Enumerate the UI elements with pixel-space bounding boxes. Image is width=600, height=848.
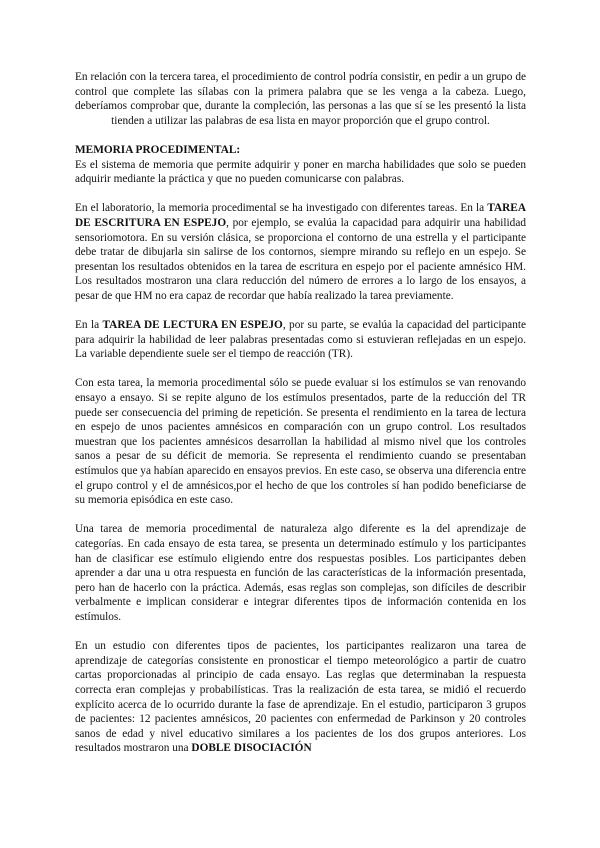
text-run: En un estudio con diferentes tipos de pacientes, los participantes realizaron una tarea de aprendizaje de categorías consistente en pronosticar el tiempo meteorológico a partir de cuatro cartas proporcionadas al principio de cada ensayo. Las reglas que determinaban la respuesta correcta eran complejas y probabilísticas. Tras la realización de esta tarea, se midió el recuerdo explícito acerca de lo ocurrido durante la fase de aprendizaje. En el estudio, participaron 3 grupos de pacientes: 12 pacientes amnésicos, 20 pacientes con enfermedad de Parkinson y 20 controles sanos de edad y nivel educativo similares a los pacientes de los dos grupos anteriores. Los resultados mostraron una bbox=[75, 640, 526, 755]
text-run: En el laboratorio, la memoria procedimental se ha investigado con diferentes tareas. En la bbox=[75, 202, 488, 215]
document-page bbox=[75, 70, 526, 771]
paragraph-definition: Es el sistema de memoria que permite adquirir y poner en marcha habilidades que solo se pueden adquirir mediante la práctica y que no pueden comunicarse con palabras. bbox=[75, 158, 526, 186]
paragraph-reading-results: Con esta tarea, la memoria procedimental sólo se puede evaluar si los estímulos se van renovando ensayo a ensayo. Si se repite alguno de los estímulos presentados, parte de la reducción del TR puede ser consecuencia del priming de repetición. Se presenta el rendimiento en la tarea de lectura en espejo de unos pacientes amnésicos en comparación con un grupo control. Los resultados muestran que los pacientes amnésicos desarrollan la habilidad al mismo nivel que los controles sanos a pesar de su déficit de memoria. Se representa el rendimiento cuando se presentaban estímulos que ya habían aparecido en ensayos previos. En este caso, se observa una diferencia entre el grupo control y el de amnésicos,por el hecho de que los controles sí han podido beneficiarse de su memoria episódica en este caso. bbox=[75, 377, 526, 507]
bold-term-double-dissociation: DOBLE DISOCIACIÓN bbox=[191, 742, 312, 755]
paragraph-patient-study bbox=[75, 639, 526, 756]
text-run: En la bbox=[75, 319, 103, 332]
paragraph-mirror-reading bbox=[75, 318, 526, 362]
paragraph-mirror-writing bbox=[75, 201, 526, 303]
text-run: , por ejemplo, se evalúa la capacidad para adquirir una habilidad sensoriomotora. En su versión clásica, se proporciona el contorno de una estrella y el participante debe tratar de dibujarla sin salirse de los contornos, siempre mirando su reflejo en un espejo. Se presentan los resultados obtenidos en la tarea de escritura en espejo por el paciente amnésico HM. Los resultados mostraron una clara reducción del número de errores a lo largo de los ensayos, a pesar de que HM no era capaz de recordar que había realizado la tarea previamente. bbox=[75, 216, 526, 302]
bold-term-mirror-reading: TAREA DE LECTURA EN ESPEJO bbox=[102, 319, 283, 332]
text-run: , por su parte, se evalúa la capacidad del participante para adquirir la habilidad de leer palabras presentadas como si estuvieran reflejadas en un espejo. La variable dependiente suele ser el tiempo de reacción (TR). bbox=[75, 319, 526, 361]
bold-term-mirror-writing: TAREA DE ESCRITURA EN ESPEJO bbox=[75, 202, 526, 229]
section-heading-memoria-procedimental: MEMORIA PROCEDIMENTAL: bbox=[75, 143, 241, 156]
paragraph-category-learning: Una tarea de memoria procedimental de naturaleza algo diferente es la del aprendizaje de categorías. En cada ensayo de esta tarea, se presenta un determinado estímulo y los participantes han de clasificar ese estímulo eligiendo entre dos respuestas posibles. Los participantes deben aprender a dar una u otra respuesta en función de las características de la información presentada, pero han de hacerlo con la práctica. Además, esas reglas son complejas, son difíciles de describir verbalmente e implican considerar e integrar diferentes tipos de información contenida en los estímulos. bbox=[75, 523, 526, 623]
paragraph-control-procedure: En relación con la tercera tarea, el procedimiento de control podría consistir, en pedir a un grupo de control que complete las sílabas con la primera palabra que se les venga a la cabeza. Luego, deberíamos comprobar que, durante la compleción, las personas a las que sí se les presentó la lista tienden a utilizar las palabras de esa lista en mayor proporción que el grupo control. bbox=[75, 71, 526, 127]
